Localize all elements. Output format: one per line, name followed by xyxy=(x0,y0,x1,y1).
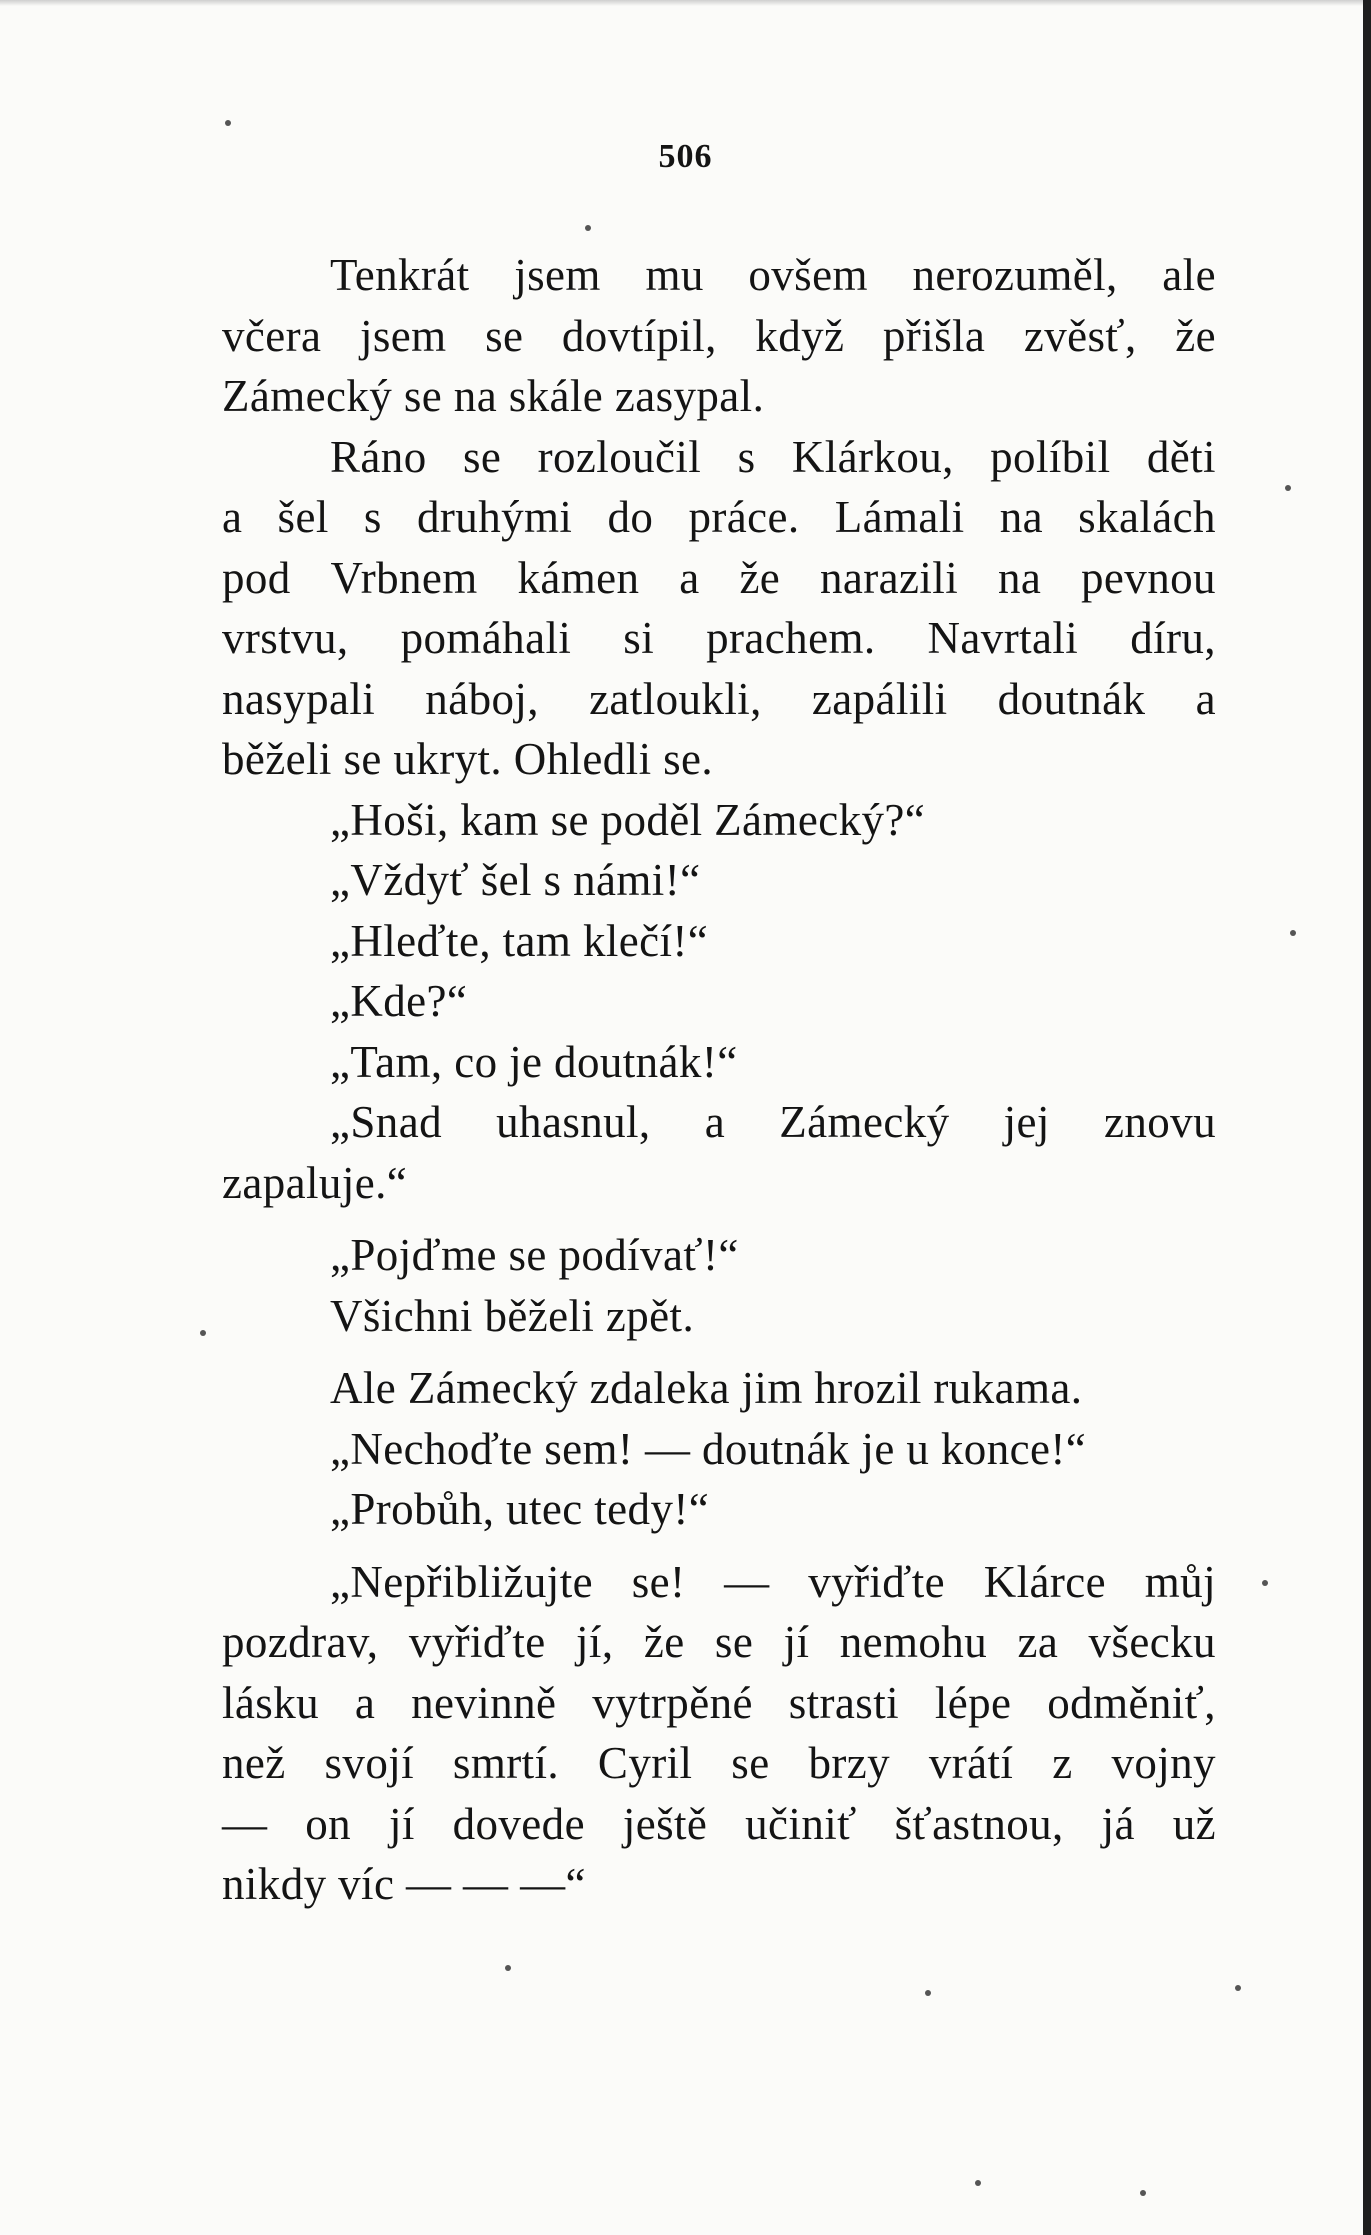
paper-speck xyxy=(1235,1985,1241,1991)
text-line: „Vždyť šel s námi!“ xyxy=(330,855,701,905)
text-line: nasypali náboj, zatloukli, zapálili doutnák a xyxy=(222,673,1216,724)
page-number: 506 xyxy=(658,138,713,175)
paper-speck xyxy=(1262,1580,1268,1586)
text-line: běželi se ukryt. Ohledli se. xyxy=(222,734,714,784)
page-right-edge xyxy=(1363,0,1371,2235)
text-line: Ale Zámecký zdaleka jim hrozil rukama. xyxy=(330,1363,1083,1413)
text-line: „Hoši, kam se poděl Zámecký?“ xyxy=(330,794,926,845)
paper-speck xyxy=(505,1965,511,1971)
text-line: Ráno se rozloučil s Klárkou, políbil děti xyxy=(330,431,1216,482)
text-line: „Tam, co je doutnák!“ xyxy=(330,1036,738,1087)
text-line: „Nechoďte sem! — doutnák je u konce!“ xyxy=(330,1423,1087,1474)
paper-speck xyxy=(925,1990,931,1996)
text-line: „Nepřibližujte se! — vyřiďte Klárce můj xyxy=(330,1556,1216,1607)
text-line: Zámecký se na skále zasypal. xyxy=(222,371,765,421)
text-line: vrstvu, pomáhali si prachem. Navrtali díru, xyxy=(222,613,1216,663)
text-line: a šel s druhými do práce. Lámali na skalách xyxy=(222,492,1216,542)
text-line: — on jí dovede ještě učiniť šťastnou, já už xyxy=(222,1798,1216,1849)
page-text xyxy=(222,245,1216,1915)
text-line: Všichni běželi zpět. xyxy=(330,1290,695,1341)
text-line: „Snad uhasnul, a Zámecký jej znovu xyxy=(330,1097,1216,1147)
paper-speck xyxy=(1290,930,1296,936)
paper-speck xyxy=(225,120,231,126)
text-line: než svojí smrtí. Cyril se brzy vrátí z vojny xyxy=(222,1738,1216,1788)
text-line: „Kde?“ xyxy=(330,976,468,1026)
text-line: „Pojďme se podívať!“ xyxy=(330,1230,739,1280)
page-top-edge xyxy=(0,0,1371,6)
paper-speck xyxy=(200,1330,206,1336)
text-line: zapaluje.“ xyxy=(222,1157,408,1208)
text-line: Tenkrát jsem mu ovšem nerozuměl, ale xyxy=(330,250,1216,300)
text-line: nikdy víc — — —“ xyxy=(222,1859,586,1909)
paper-speck xyxy=(585,225,591,231)
paper-speck xyxy=(975,2180,981,2186)
text-line: včera jsem se dovtípil, když přišla zvěsť, že xyxy=(222,310,1216,361)
text-line: „Hleďte, tam klečí!“ xyxy=(330,915,709,966)
text-line: „Probůh, utec tedy!“ xyxy=(330,1484,710,1534)
paper-speck xyxy=(1140,2190,1146,2196)
text-line: pod Vrbnem kámen a že narazili na pevnou xyxy=(222,552,1216,603)
paper-speck xyxy=(1285,485,1291,491)
text-line: lásku a nevinně vytrpěné strasti lépe odměniť, xyxy=(222,1677,1216,1728)
text-line: pozdrav, vyřiďte jí, že se jí nemohu za všecku xyxy=(222,1617,1216,1667)
